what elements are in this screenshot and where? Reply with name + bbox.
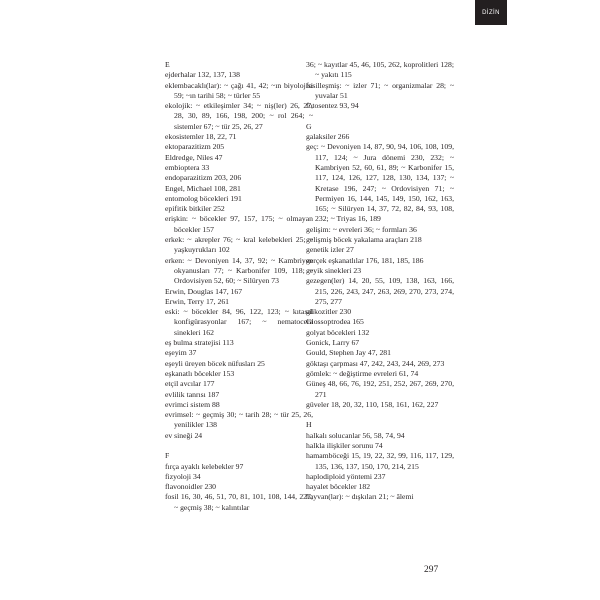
index-entry: erken: ~ Devoniyen 14, 37, 92; ~ Kambriyen okyanusları 77; ~ Karbonifer 109, 118; ~ Ordovisiyen 52, 60; ~ Silüryen 73 bbox=[165, 255, 313, 286]
index-entry: glikozitler 230 bbox=[306, 307, 352, 317]
index-entry: Engel, Michael 108, 281 bbox=[165, 183, 241, 193]
section-letter: F bbox=[165, 451, 170, 461]
index-entry: ektoparazitizm 205 bbox=[165, 142, 225, 152]
index-entry: evrimci sistem 88 bbox=[165, 399, 220, 409]
index-entry: 36; ~ kayıtlar 45, 46, 105, 262, koprolitleri 128; ~ yakıtı 115 bbox=[306, 60, 454, 80]
index-entry: epifitik bitkiler 252 bbox=[165, 204, 225, 214]
index-section bbox=[306, 420, 454, 502]
index-entry: genetik izler 27 bbox=[306, 245, 354, 255]
index-column-right bbox=[306, 60, 454, 503]
index-entry: endoparazitizm 203, 206 bbox=[165, 173, 242, 183]
index-entry: Erwin, Terry 17, 261 bbox=[165, 296, 230, 306]
index-entry: hayalet böcekler 182 bbox=[306, 482, 371, 492]
index-entry: hamamböceği 15, 19, 22, 32, 99, 116, 117, 129, 135, 136, 137, 150, 170, 214, 215 bbox=[306, 451, 454, 471]
index-entry: haplodiploid yöntemi 237 bbox=[306, 471, 386, 481]
index-entry: evrimsel: ~ geçmiş 30; ~ tarih 28; ~ tür 25, 26, yenilikler 138 bbox=[165, 410, 313, 430]
index-entry: fırça ayaklı kelebekler 97 bbox=[165, 461, 244, 471]
index-section bbox=[165, 451, 313, 513]
index-entry: Güneş 48, 66, 76, 192, 251, 252, 267, 269, 270, 271 bbox=[306, 379, 454, 399]
index-entry: eşeyli üreyen böcek nüfusları 25 bbox=[165, 358, 265, 368]
index-entry: fosilleşmiş: ~ izler 71; ~ organizmalar 28; ~ yuvalar 51 bbox=[306, 80, 454, 100]
section-tab bbox=[475, 0, 507, 25]
index-entry: Gould, Stephen Jay 47, 281 bbox=[306, 348, 391, 358]
index-entry: gelişim: ~ evreleri 36; ~ formları 36 bbox=[306, 224, 417, 234]
index-entry: Erwin, Douglas 147, 167 bbox=[165, 286, 243, 296]
index-column-left bbox=[165, 60, 313, 513]
index-entry: Eldredge, Niles 47 bbox=[165, 152, 223, 162]
index-entry: eşkanatlı böcekler 153 bbox=[165, 368, 235, 378]
index-entry: Glossoptrodea 165 bbox=[306, 317, 364, 327]
index-entry: halkla ilişkiler sorunu 74 bbox=[306, 440, 383, 450]
index-entry: fizyoloji 34 bbox=[165, 471, 201, 481]
index-entry: ekosistemler 18, 22, 71 bbox=[165, 132, 237, 142]
index-entry: eski: ~ böcekler 84, 96, 122, 123; ~ kıtasal konfigürasyonlar 167; ~ nematocera sinekleri 162 bbox=[165, 307, 313, 337]
section-tab-label: DİZİN bbox=[482, 9, 500, 16]
index-entry: entomolog böcekleri 191 bbox=[165, 193, 242, 203]
running-head bbox=[0, 0, 475, 25]
index-entry: evlilik tanrısı 187 bbox=[165, 389, 220, 399]
index-entry: ejderhalar 132, 137, 138 bbox=[165, 70, 240, 80]
index-entry: geç: ~ Devoniyen 14, 87, 90, 94, 106, 108, 109, 117, 124; ~ Jura dönemi 230, 232; ~ Kambriyen 52, 60, 61, 89; ~ Karbonifer 15, 117, 124, 126, 127, 128, 130, 134, 137; ~ Kretase 196, 247; ~ Ordovisiyen 71; ~ Permiyen 16, 144, 145, 149, 150, 162, 163, 165; ~ Silüryen 14, 37, 72, 82, 84, 93, 108, 232; ~ Triyas 16, 189 bbox=[306, 142, 454, 224]
index-entry: eklembacaklı(lar): ~ çağı 41, 42; ~ın biyolojisi 59; ~ın tarihi 58; ~ türler 55 bbox=[165, 80, 313, 100]
section-letter: G bbox=[306, 121, 312, 131]
index-entry: erkek: ~ akrepler 76; ~ kral kelebekleri 25; ~ yaşkuyrukları 102 bbox=[165, 235, 313, 255]
index-entry: flavonoidler 230 bbox=[165, 482, 217, 492]
page-number: 297 bbox=[424, 565, 439, 575]
index-entry: eş bulma stratejisi 113 bbox=[165, 338, 234, 348]
index-entry: etçil avcılar 177 bbox=[165, 379, 215, 389]
section-letter: E bbox=[165, 60, 170, 69]
index-entry: halkalı solucanlar 56, 58, 74, 94 bbox=[306, 430, 405, 440]
index-entry: eşeyim 37 bbox=[165, 348, 197, 358]
index-section bbox=[165, 60, 313, 441]
index-section bbox=[306, 122, 454, 410]
index-entry: fosil 16, 30, 46, 51, 70, 81, 101, 108, 144, 227; ~ geçmiş 38; ~ kalıntılar bbox=[165, 492, 313, 512]
index-entry: Gonick, Larry 67 bbox=[306, 338, 360, 348]
index-entry: ev sineği 24 bbox=[165, 430, 203, 440]
index-entry: gelişmiş böcek yakalama araçları 218 bbox=[306, 235, 422, 245]
index-entry: golyat böcekleri 132 bbox=[306, 327, 370, 337]
index-entry: güveler 18, 20, 32, 110, 158, 161, 162, 227 bbox=[306, 399, 439, 409]
index-entry: fotosentez 93, 94 bbox=[306, 101, 359, 111]
index-entry: hayvan(lar): ~ dışkıları 21; ~ âlemi bbox=[306, 492, 414, 502]
index-entry: ekolojik: ~ etkileşimler 34; ~ niş(ler) 26, 27, 28, 30, 89, 166, 198, 200; ~ rol 264; ~ sistemler 67; ~ tür 25, 26, 27 bbox=[165, 101, 313, 131]
index-section bbox=[306, 60, 454, 111]
index-entry: geyik sinekleri 23 bbox=[306, 265, 362, 275]
index-entry: embioptera 33 bbox=[165, 162, 210, 172]
index-entry: galaksiler 266 bbox=[306, 132, 350, 142]
index-entry: gezegen(ler) 14, 20, 55, 109, 138, 163, 166, 215, 226, 243, 247, 263, 269, 270, 273, 274, 275, 277 bbox=[306, 276, 454, 306]
index-entry: gerçek eşkanatlılar 176, 181, 185, 186 bbox=[306, 255, 424, 265]
section-letter: H bbox=[306, 420, 312, 430]
index-entry: erişkin: ~ böcekler 97, 157, 175; ~ olmayan böcekler 157 bbox=[165, 214, 313, 234]
index-entry: göktaşı çarpması 47, 242, 243, 244, 269, 273 bbox=[306, 358, 445, 368]
index-entry: gömlek: ~ değiştirme evreleri 61, 74 bbox=[306, 368, 419, 378]
